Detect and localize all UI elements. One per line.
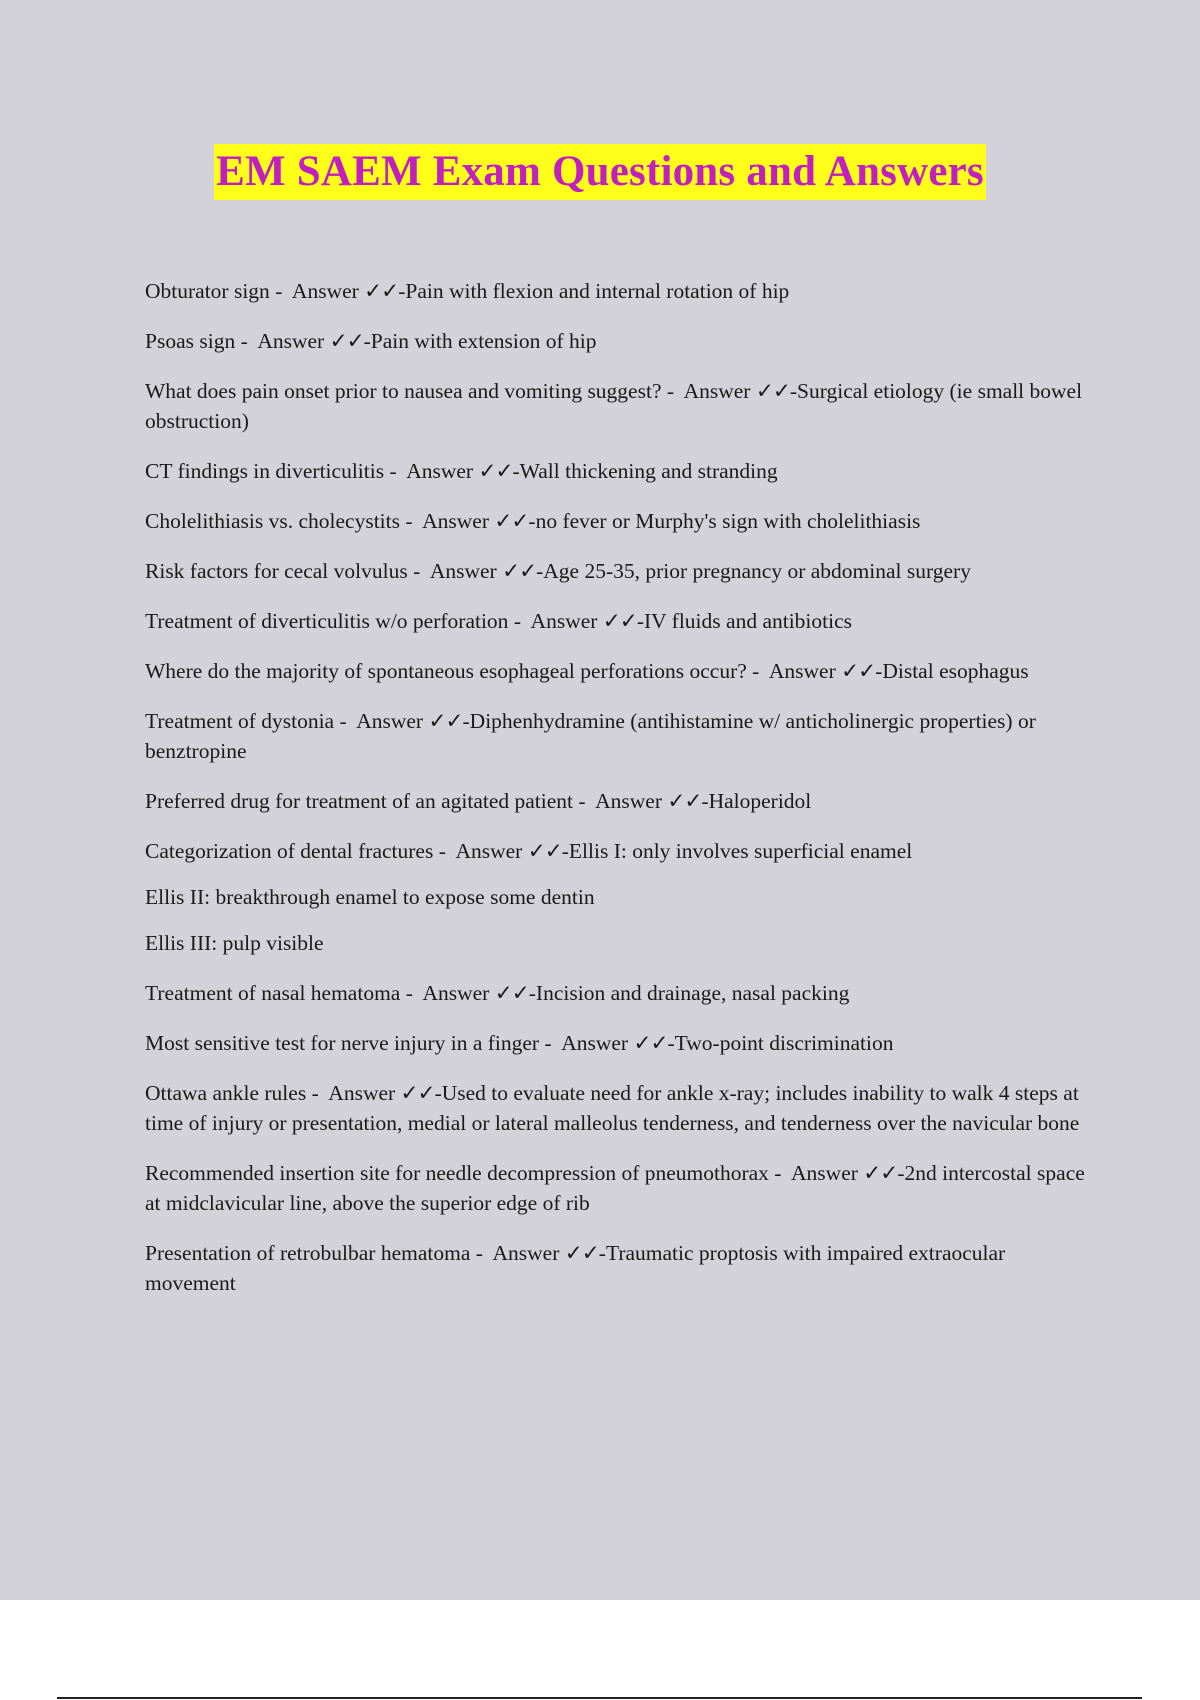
answer-label: Answer <box>356 709 424 733</box>
continuation-line: Ellis III: pulp visible <box>145 931 324 955</box>
qa-item: Recommended insertion site for needle decompression of pneumothorax - Answer ✓✓-2nd intercostal space at midclavicular line, above the superior edge of rib <box>145 1161 1085 1215</box>
answer-label: Answer <box>595 789 663 813</box>
double-check-icon: ✓✓ <box>494 981 529 1005</box>
answer-label: Answer <box>530 609 598 633</box>
answer-label: Answer <box>328 1081 396 1105</box>
qa-item: Obturator sign - Answer ✓✓-Pain with flexion and internal rotation of hip <box>145 279 790 303</box>
qa-item: Treatment of diverticulitis w/o perforation - Answer ✓✓-IV fluids and antibiotics <box>145 609 853 633</box>
qa-item: Categorization of dental fractures - Answer ✓✓-Ellis I: only involves superficial enamel <box>145 839 913 863</box>
answer-label: Answer <box>422 509 489 533</box>
question-text: What does pain onset prior to nausea and vomiting suggest? <box>145 379 662 403</box>
answer-label: Answer <box>422 981 490 1005</box>
answer-text: Haloperidol <box>708 789 812 813</box>
question-text: Ottawa ankle rules <box>145 1081 307 1105</box>
qa-item: Psoas sign - Answer ✓✓-Pain with extension of hip <box>145 329 597 353</box>
double-check-icon: ✓✓ <box>364 279 399 303</box>
answer-label: Answer <box>791 1161 858 1185</box>
double-check-icon: ✓✓ <box>400 1081 435 1105</box>
answer-label: Answer <box>291 279 359 303</box>
answer-text: IV fluids and antibiotics <box>644 609 853 633</box>
document-title: EM SAEM Exam Questions and Answers <box>214 144 986 200</box>
answer-text: Traumatic proptosis with impaired extraocular movement <box>145 1241 1006 1295</box>
question-text: Most sensitive test for nerve injury in a finger <box>145 1031 540 1055</box>
answer-label: Answer <box>257 329 325 353</box>
title-container <box>0 144 1200 200</box>
answer-label: Answer <box>406 459 474 483</box>
qa-item: Where do the majority of spontaneous esophageal perforations occur? - Answer ✓✓-Distal esophagus <box>145 659 1029 683</box>
question-text: Psoas sign <box>145 329 236 353</box>
qa-item: Presentation of retrobulbar hematoma - Answer ✓✓-Traumatic proptosis with impaired extraocular movement <box>145 1241 1006 1295</box>
double-check-icon: ✓✓ <box>863 1161 898 1185</box>
answer-text: Age 25-35, prior pregnancy or abdominal surgery <box>543 559 971 583</box>
answer-text: Diphenhydramine (antihistamine w/ anticholinergic properties) or benztropine <box>145 709 1036 763</box>
answer-label: Answer <box>455 839 523 863</box>
answer-label: Answer <box>561 1031 629 1055</box>
answer-text: 2nd intercostal space at midclavicular line, above the superior edge of rib <box>145 1161 1085 1215</box>
double-check-icon: ✓✓ <box>841 659 876 683</box>
question-text: Risk factors for cecal volvulus <box>145 559 408 583</box>
double-check-icon: ✓✓ <box>329 329 364 353</box>
qa-item: Risk factors for cecal volvulus - Answer ✓✓-Age 25-35, prior pregnancy or abdominal surgery <box>145 559 971 583</box>
answer-label: Answer <box>429 559 497 583</box>
answer-text: Used to evaluate need for ankle x-ray; includes inability to walk 4 steps at time of injury or presentation, medial or lateral malleolus tenderness, and tenderness over the navicular bone <box>145 1081 1080 1135</box>
answer-label: Answer <box>492 1241 560 1265</box>
question-text: Presentation of retrobulbar hematoma <box>145 1241 471 1265</box>
qa-item: Cholelithiasis vs. cholecystits - Answer ✓✓-no fever or Murphy's sign with cholelithiasis <box>145 509 921 533</box>
question-text: Treatment of diverticulitis w/o perforation <box>145 609 509 633</box>
qa-list <box>145 276 1085 1318</box>
double-check-icon: ✓✓ <box>602 609 637 633</box>
qa-item: What does pain onset prior to nausea and vomiting suggest? - Answer ✓✓-Surgical etiology (ie small bowel obstruction) <box>145 379 1083 433</box>
answer-text: Surgical etiology (ie small bowel obstruction) <box>145 379 1083 433</box>
double-check-icon: ✓✓ <box>633 1031 668 1055</box>
answer-text: Distal esophagus <box>882 659 1029 683</box>
double-check-icon: ✓✓ <box>564 1241 599 1265</box>
double-check-icon: ✓✓ <box>527 839 562 863</box>
qa-item: Preferred drug for treatment of an agitated patient - Answer ✓✓-Haloperidol <box>145 789 812 813</box>
answer-text: Wall thickening and stranding <box>519 459 778 483</box>
qa-item: Treatment of dystonia - Answer ✓✓-Diphenhydramine (antihistamine w/ anticholinergic properties) or benztropine <box>145 709 1036 763</box>
continuation-line: Ellis II: breakthrough enamel to expose some dentin <box>145 885 595 909</box>
question-text: CT findings in diverticulitis <box>145 459 385 483</box>
answer-text: Incision and drainage, nasal packing <box>535 981 850 1005</box>
answer-text: Pain with extension of hip <box>370 329 597 353</box>
double-check-icon: ✓✓ <box>494 509 529 533</box>
double-check-icon: ✓✓ <box>428 709 463 733</box>
question-text: Recommended insertion site for needle decompression of pneumothorax <box>145 1161 769 1185</box>
double-check-icon: ✓✓ <box>502 559 537 583</box>
question-text: Preferred drug for treatment of an agitated patient <box>145 789 574 813</box>
qa-item: Treatment of nasal hematoma - Answer ✓✓-Incision and drainage, nasal packing <box>145 981 850 1005</box>
question-text: Treatment of dystonia <box>145 709 335 733</box>
answer-label: Answer <box>768 659 836 683</box>
footer-divider <box>57 1697 1142 1699</box>
answer-text: Pain with flexion and internal rotation of hip <box>405 279 790 303</box>
qa-item: CT findings in diverticulitis - Answer ✓✓-Wall thickening and stranding <box>145 459 778 483</box>
question-text: Treatment of nasal hematoma <box>145 981 401 1005</box>
question-text: Obturator sign <box>145 279 270 303</box>
question-text: Where do the majority of spontaneous esophageal perforations occur? <box>145 659 747 683</box>
question-text: Categorization of dental fractures <box>145 839 434 863</box>
double-check-icon: ✓✓ <box>667 789 702 813</box>
answer-text: no fever or Murphy's sign with cholelithiasis <box>535 509 921 533</box>
answer-text: Two-point discrimination <box>674 1031 894 1055</box>
answer-text: Ellis I: only involves superficial enamel <box>568 839 913 863</box>
double-check-icon: ✓✓ <box>755 379 790 403</box>
question-text: Cholelithiasis vs. cholecystits <box>145 509 400 533</box>
qa-item: Most sensitive test for nerve injury in a finger - Answer ✓✓-Two-point discrimination <box>145 1031 894 1055</box>
double-check-icon: ✓✓ <box>478 459 513 483</box>
answer-label: Answer <box>683 379 751 403</box>
qa-item: Ottawa ankle rules - Answer ✓✓-Used to evaluate need for ankle x-ray; includes inability to walk 4 steps at time of injury or presentation, medial or lateral malleolus tenderness, and tenderness over the navicular bone <box>145 1081 1080 1135</box>
